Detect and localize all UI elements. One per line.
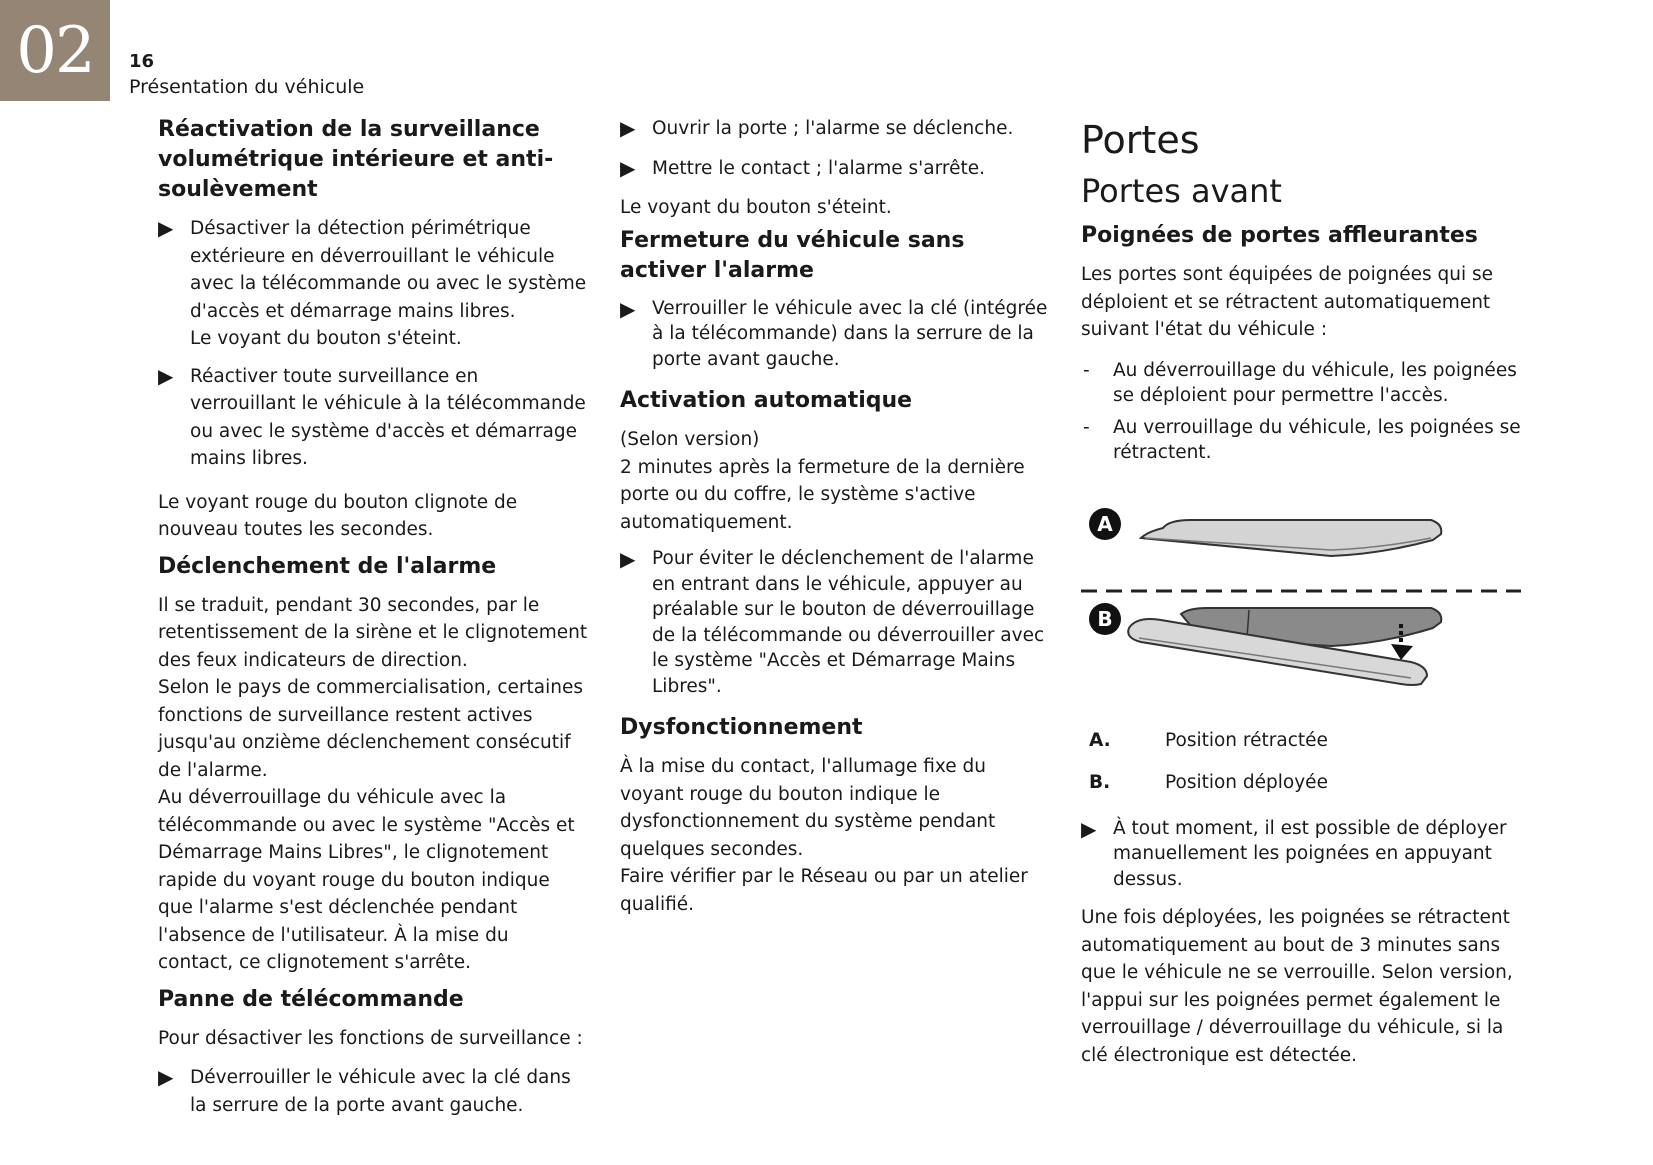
bullet-text: Mettre le contact ; l'alarme s'arrête.: [652, 157, 985, 179]
paragraph: Faire vérifier par le Réseau ou par un atelier qualifié.: [620, 866, 1028, 915]
paragraph: (Selon version): [620, 429, 760, 450]
bullet-item: [158, 363, 588, 473]
legend-text: Position rétractée: [1165, 729, 1328, 751]
bullet-text: Désactiver la détection périmétrique extérieure en déverrouillant le véhicule avec la télécommande ou avec le système d'accès et démarrage mains libres.: [190, 218, 587, 322]
paragraph: Selon le pays de commercialisation, certaines fonctions de surveillance restent actives jusqu'au onzième déclenchement consécutif de l'alarme.: [158, 677, 583, 781]
dash-item: [1081, 415, 1521, 466]
retracted-handle: [1141, 520, 1441, 556]
heading-dysfonctionnement: Dysfonctionnement: [620, 715, 863, 740]
dash-text: Au déverrouillage du véhicule, les poignées se déploient pour permettre l'accès.: [1113, 359, 1517, 406]
legend-item: [1081, 728, 1521, 754]
arrow-bullet-icon: ▶: [620, 116, 636, 140]
bullet-text: Réactiver toute surveillance en verrouillant le véhicule à la télécommande ou avec le système d'accès et démarrage mains libres.: [190, 365, 586, 469]
heading-poignees: Poignées de portes affleurantes: [1081, 223, 1478, 248]
paragraph: Pour désactiver les fonctions de surveillance :: [158, 1027, 583, 1049]
bullet-item: [620, 115, 1050, 143]
bullet-text: Pour éviter le déclenchement de l'alarme en entrant dans le véhicule, appuyer au préalable sur le bouton de déverrouillage de la télécommande ou déverrouiller avec le système "Accès et Démarrage Mains Libres".: [652, 548, 1045, 697]
chapter-tab: [0, 0, 110, 101]
door-handle-illustration: [1081, 488, 1521, 718]
bullet-text: À tout moment, il est possible de déployer manuellement les poignées en appuyant dessus.: [1113, 817, 1507, 890]
heading-fermeture: Fermeture du véhicule sans activer l'alarme: [620, 227, 965, 283]
heading-portes-avant: Portes avant: [1081, 172, 1282, 210]
paragraph: À la mise du contact, l'allumage fixe du voyant rouge du bouton indique le dysfonctionnement du système pendant quelques secondes.: [620, 756, 996, 860]
heading-declenchement: Déclenchement de l'alarme: [158, 553, 497, 579]
arrow-bullet-icon: ▶: [620, 296, 636, 321]
paragraph: Il se traduit, pendant 30 secondes, par le retentissement de la sirène et le clignotement des feux indicateurs de direction.: [158, 594, 588, 671]
label-b: B: [1097, 606, 1113, 631]
bullet-text: Verrouiller le véhicule avec la clé (intégrée à la télécommande) dans la serrure de la porte avant gauche.: [652, 297, 1048, 370]
column-1: [158, 115, 588, 1129]
bullet-text: Déverrouiller le véhicule avec la clé dans la serrure de la porte avant gauche.: [190, 1067, 571, 1116]
door-handle-figure: [1081, 488, 1521, 718]
bullet-text: Ouvrir la porte ; l'alarme se déclenche.: [652, 118, 1014, 139]
bullet-item: [620, 155, 1050, 183]
column-2: [620, 115, 1050, 926]
press-arrow-head: [1391, 644, 1413, 660]
heading-panne: Panne de télécommande: [158, 986, 464, 1012]
page-number: 16: [129, 51, 155, 72]
legend-key: A.: [1089, 729, 1111, 751]
heading-portes: Portes: [1081, 118, 1200, 162]
paragraph: Au déverrouillage du véhicule avec la télécommande ou avec le système "Accès et Démarrage Mains Libres", le clignotement rapide du voyant rouge du bouton indique que l'alarme s'est déclenchée pendant l'absence de l'utilisateur. À la mise du contact, ce clignotement s'arrête.: [158, 787, 575, 973]
arrow-bullet-icon: ▶: [1081, 816, 1097, 841]
paragraph: Les portes sont équipées de poignées qui se déploient et se rétractent automatiquement suivant l'état du véhicule :: [1081, 264, 1494, 340]
paragraph: Une fois déployées, les poignées se rétractent automatiquement au bout de 3 minutes sans que le véhicule ne se verrouille. Selon version, l'appui sur les poignées permet également le verrouillage / déverrouillage du véhicule, si la clé électronique est détectée.: [1081, 907, 1513, 1066]
paragraph: Le voyant rouge du bouton clignote de nouveau toutes les secondes.: [158, 491, 518, 540]
arrow-bullet-icon: ▶: [158, 1065, 174, 1089]
heading-reactivation: Réactivation de la surveillance volumétrique intérieure et anti-soulèvement: [158, 117, 554, 202]
arrow-bullet-icon: ▶: [620, 155, 636, 180]
bullet-item: [620, 546, 1050, 699]
legend-key: B.: [1089, 771, 1111, 793]
dash-text: Au verrouillage du véhicule, les poignées se rétractent.: [1113, 416, 1521, 463]
bullet-item: [158, 1064, 588, 1119]
bullet-item: [620, 296, 1050, 373]
paragraph: Le voyant du bouton s'éteint.: [620, 197, 892, 218]
bullet-item: [1081, 816, 1521, 893]
arrow-bullet-icon: ▶: [620, 547, 636, 571]
legend-item: [1081, 770, 1521, 796]
section-title: Présentation du véhicule: [129, 76, 365, 98]
dash-item: [1081, 358, 1521, 409]
arrow-bullet-icon: ▶: [158, 216, 174, 240]
legend-text: Position déployée: [1165, 771, 1328, 793]
dash-marker: -: [1083, 359, 1090, 381]
label-a: A: [1097, 511, 1113, 536]
arrow-bullet-icon: ▶: [158, 363, 174, 388]
dash-marker: -: [1083, 416, 1090, 438]
heading-activation: Activation automatique: [620, 388, 913, 413]
bullet-item: [158, 215, 588, 353]
column-3: [1081, 115, 1521, 1077]
bullet-note: Le voyant du bouton s'éteint.: [190, 328, 462, 349]
chapter-number: 02: [16, 13, 94, 88]
paragraph: 2 minutes après la fermeture de la dernière porte ou du coffre, le système s'active automatiquement.: [620, 456, 1025, 533]
